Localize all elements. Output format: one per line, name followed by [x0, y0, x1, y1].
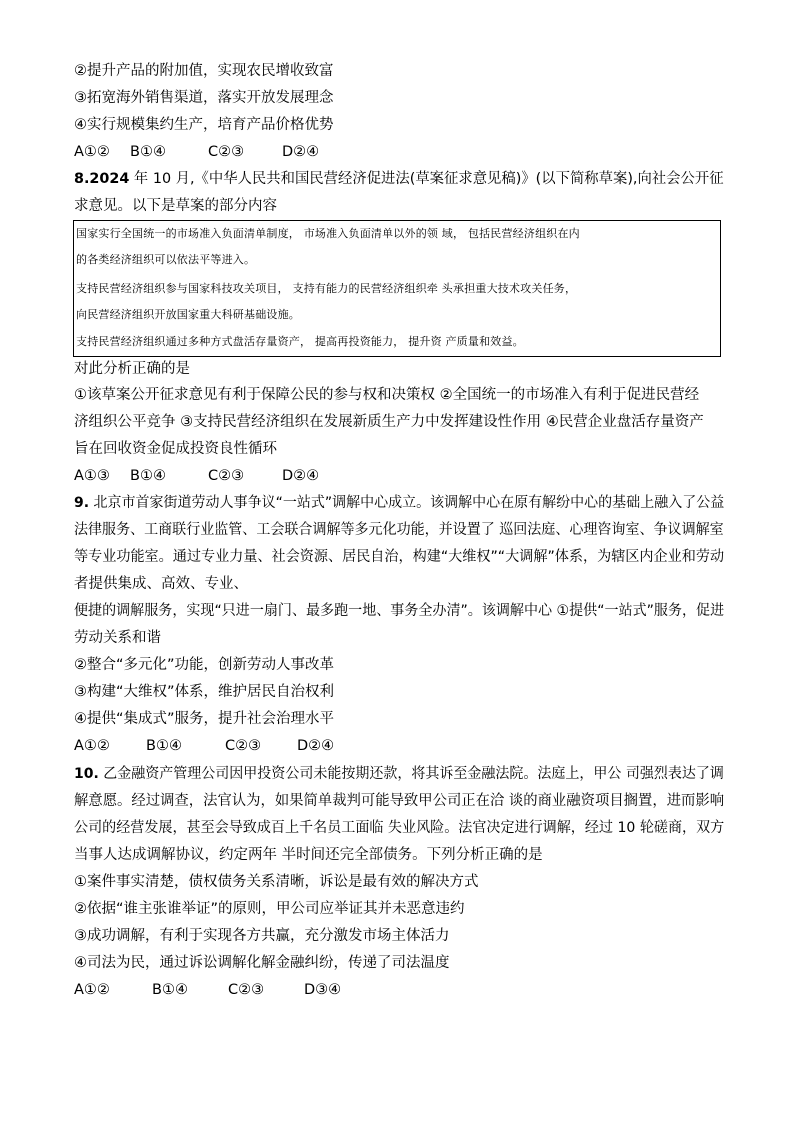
q7-item-3: ③拓宽海外销售渠道，落实开放发展理念 [74, 90, 334, 106]
q7-item-4: ④实行规模集约生产，培育产品价格优势 [74, 117, 334, 133]
q10-option-a: A①② [74, 982, 110, 998]
q8-option-d: D②④ [282, 468, 320, 484]
q8-number: 8.2024 [74, 171, 130, 187]
q10-item-2: ②依据“谁主张谁举证”的原则，甲公司应举证其并未恶意违约 [74, 901, 465, 917]
q9-item-3: ③构建“大维权”体系，维护居民自治权利 [74, 684, 335, 700]
q8-items-line-3: 旨在回收资金促成投资良性循环 [74, 441, 277, 457]
q10-number: 10. [74, 766, 99, 782]
q9-line-3: 等专业功能室。通过专业力量、社会资源、居民自治，构建“大维权”“大调解”体系，为辖区内企业和劳动 [74, 549, 725, 565]
q9-item-2: ②整合“多元化”功能，创新劳动人事改革 [74, 657, 335, 673]
q10-option-d: D③④ [304, 982, 342, 998]
q8-options [74, 466, 374, 486]
q9-stem-text: 北京市首家街道劳动人事争议“一站式”调解中心成立。该调解中心在原有解纷中心的基础上融入了公益 [89, 495, 725, 511]
q8-stem-line-1 [74, 169, 724, 189]
q8-items-line-1: ①该草案公开征求意见有利于保障公民的参与权和决策权 ②全国统一的市场准入有利于促进民营经 [74, 387, 700, 403]
q9-item-4: ④提供“集成式”服务，提升社会治理水平 [74, 711, 335, 727]
q9-line-6: 劳动关系和谐 [74, 630, 161, 646]
q8-box-line: 支持民营经济组织通过多种方式盘活存量资产， 提高再投资能力， 提升资 产质量和效益。 [76, 335, 524, 348]
q9-line-2: 法律服务、工商联行业监管、工会联合调解等多元化功能，并设置了 巡回法庭、心理咨询室、争议调解室 [74, 522, 724, 538]
q7-options [74, 142, 374, 162]
q9-option-a: A①② [74, 738, 110, 754]
q8-box-line: 向民营经济组织开放国家重大科研基础设施。 [76, 308, 300, 321]
q9-option-b: B①④ [146, 738, 182, 754]
q9-options [74, 736, 374, 756]
q7-option-d: D②④ [282, 144, 320, 160]
q10-line-3: 公司的经营发展，甚至会导致成百上千名员工面临 失业风险。法官决定进行调解，经过 10 轮磋商，双方 [74, 820, 725, 836]
q9-line-1 [74, 493, 724, 513]
q10-item-3: ③成功调解，有利于实现各方共赢，充分激发市场主体活力 [74, 928, 450, 944]
q10-options [74, 980, 374, 1000]
q7-option-c: C②③ [208, 144, 245, 160]
q8-box-line: 国家实行全国统一的市场准入负面清单制度， 市场准入负面清单以外的领 域， 包括民营经济组织在内 [76, 227, 580, 240]
q8-quote-box [73, 220, 721, 357]
q8-option-c: C②③ [208, 468, 245, 484]
q10-stem-text: 乙金融资产管理公司因甲投资公司未能按期还款，将其诉至金融法院。法庭上，甲公 司强烈表达了调 [98, 766, 724, 782]
q8-ask: 对此分析正确的是 [74, 361, 190, 377]
q10-line-1 [74, 764, 724, 784]
q9-number: 9. [74, 495, 90, 511]
q9-line-5: 便捷的调解服务，实现“只进一扇门、最多跑一地、事务全办清”。该调解中心 ①提供“一站式”服务，促进 [74, 603, 725, 619]
q9-option-d: D②④ [297, 738, 335, 754]
q9-option-c: C②③ [225, 738, 262, 754]
q8-items-line-2: 济组织公平竞争 ③支持民营经济组织在发展新质生产力中发挥建设性作用 ④民营企业盘活存量资产 [74, 414, 704, 430]
q10-item-1: ①案件事实清楚，债权债务关系清晰，诉讼是最有效的解决方式 [74, 874, 479, 890]
q8-stem-line-2: 求意见。以下是草案的部分内容 [74, 198, 277, 214]
q8-stem-text: 年 10 月,《中华人民共和国民营经济促进法(草案征求意见稿)》(以下简称草案),向社会公开征 [129, 171, 724, 187]
q8-box-line: 支持民营经济组织参与国家科技攻关项目， 支持有能力的民营经济组织牵 头承担重大技术攻关任务， [76, 282, 577, 295]
q8-option-a: A①③ [74, 468, 110, 484]
q10-line-2: 解意愿。经过调查，法官认为，如果简单裁判可能导致甲公司正在洽 谈的商业融资项目搁置，进而影响 [74, 793, 725, 809]
q10-option-c: C②③ [228, 982, 265, 998]
q10-option-b: B①④ [152, 982, 188, 998]
q10-item-4: ④司法为民，通过诉讼调解化解金融纠纷，传递了司法温度 [74, 955, 450, 971]
q7-option-a: A①② [74, 144, 110, 160]
q8-option-b: B①④ [130, 468, 166, 484]
q10-line-4: 当事人达成调解协议，约定两年 半时间还完全部债务。下列分析正确的是 [74, 847, 543, 863]
q7-item-2: ②提升产品的附加值，实现农民增收致富 [74, 63, 334, 79]
q9-line-4: 者提供集成、高效、专业、 [74, 576, 248, 592]
q8-box-line: 的各类经济组织可以依法平等进入。 [76, 253, 256, 266]
q7-option-b: B①④ [130, 144, 166, 160]
